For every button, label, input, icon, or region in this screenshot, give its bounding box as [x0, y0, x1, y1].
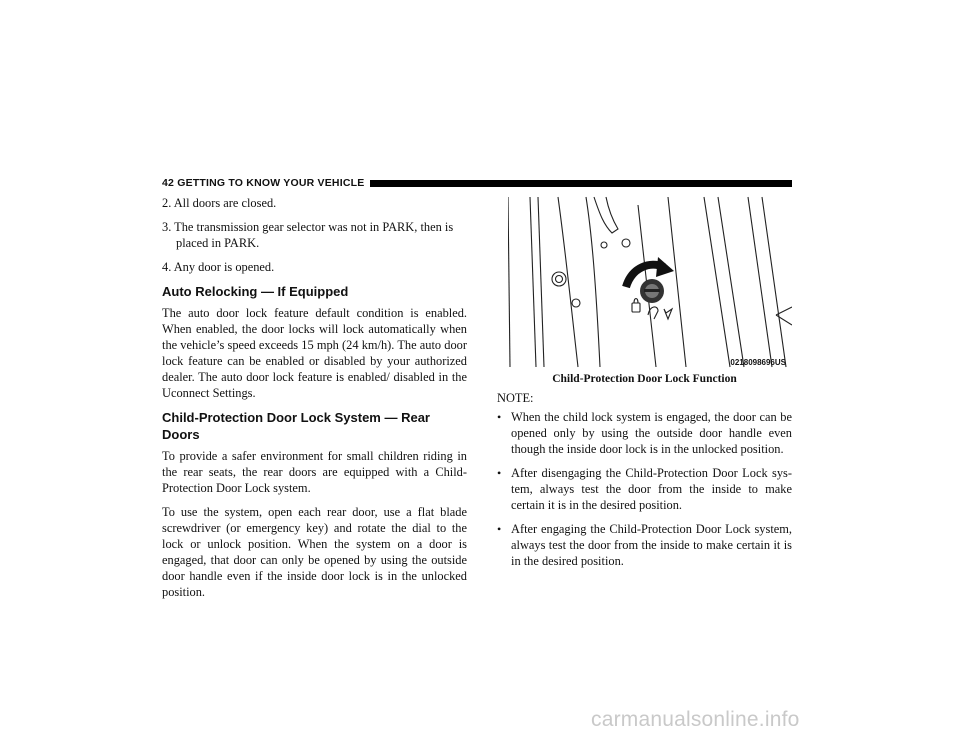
note-bullet	[497, 465, 792, 513]
bullet-symbol: •	[497, 466, 502, 480]
child-protection-paragraph-1: To provide a safer environment for small children riding in the rear seats, the rear doors are equipped with a Child-Protection Door Lock system.	[162, 449, 467, 495]
auto-relocking-paragraph: The auto door lock feature default condition is enabled. When enabled, the door locks will lock automatically when the vehicle’s speed exceeds 15 mph (24 km/h). The auto door lock feature can be enabled or disabled by your authorized dealer. The auto door lock feature is enabled/ disabled in the Uconnect Settings.	[162, 306, 467, 400]
figure-code: 0218098696US	[730, 358, 786, 367]
list-item: 2. All doors are closed.	[162, 196, 277, 210]
note-label: NOTE:	[497, 391, 534, 405]
left-column	[162, 195, 467, 608]
watermark: carmanualsonline.info	[591, 708, 800, 731]
note-bullet	[497, 521, 792, 569]
right-column	[497, 372, 792, 577]
list-item: 3. The transmission gear selector was not in PARK, then is placed in PARK.	[162, 220, 454, 250]
note-bullet-text: After disengaging the Child-Protection Door Lock sys- tem, always test the door from the inside to make certain it is in the desired position.	[511, 466, 792, 512]
note-bullet-text: When the child lock system is engaged, the door can be opened only by using the outside door handle even though the inside door lock is in the unlocked position.	[511, 410, 792, 456]
door-lock-drawing	[508, 195, 792, 369]
figure-caption: Child-Protection Door Lock Function	[552, 373, 737, 385]
note-bullet	[497, 409, 792, 457]
page-header	[162, 176, 792, 190]
header-rule	[370, 180, 792, 187]
bullet-symbol: •	[497, 410, 502, 424]
child-protection-paragraph-2: To use the system, open each rear door, use a flat blade screwdriver (or emergency key) and rotate the dial to the lock or unlock position. When the system on a door is engaged, that door can only be opened by using the outside door handle even if the inside door lock is in the unlocked position.	[162, 505, 467, 599]
list-item: 4. Any door is opened.	[162, 260, 275, 274]
page-header-label: 42 GETTING TO KNOW YOUR VEHICLE	[162, 177, 365, 189]
section-heading-auto-relocking: Auto Relocking — If Equipped	[162, 284, 349, 299]
door-lock-illustration	[508, 195, 792, 369]
note-bullet-text: After engaging the Child-Protection Door Lock system, always test the door from the inside to make certain it is in the desired position.	[511, 522, 792, 568]
section-heading-child-protection: Child-Protection Door Lock System — Rear Doors	[162, 410, 430, 442]
bullet-symbol: •	[497, 522, 502, 536]
